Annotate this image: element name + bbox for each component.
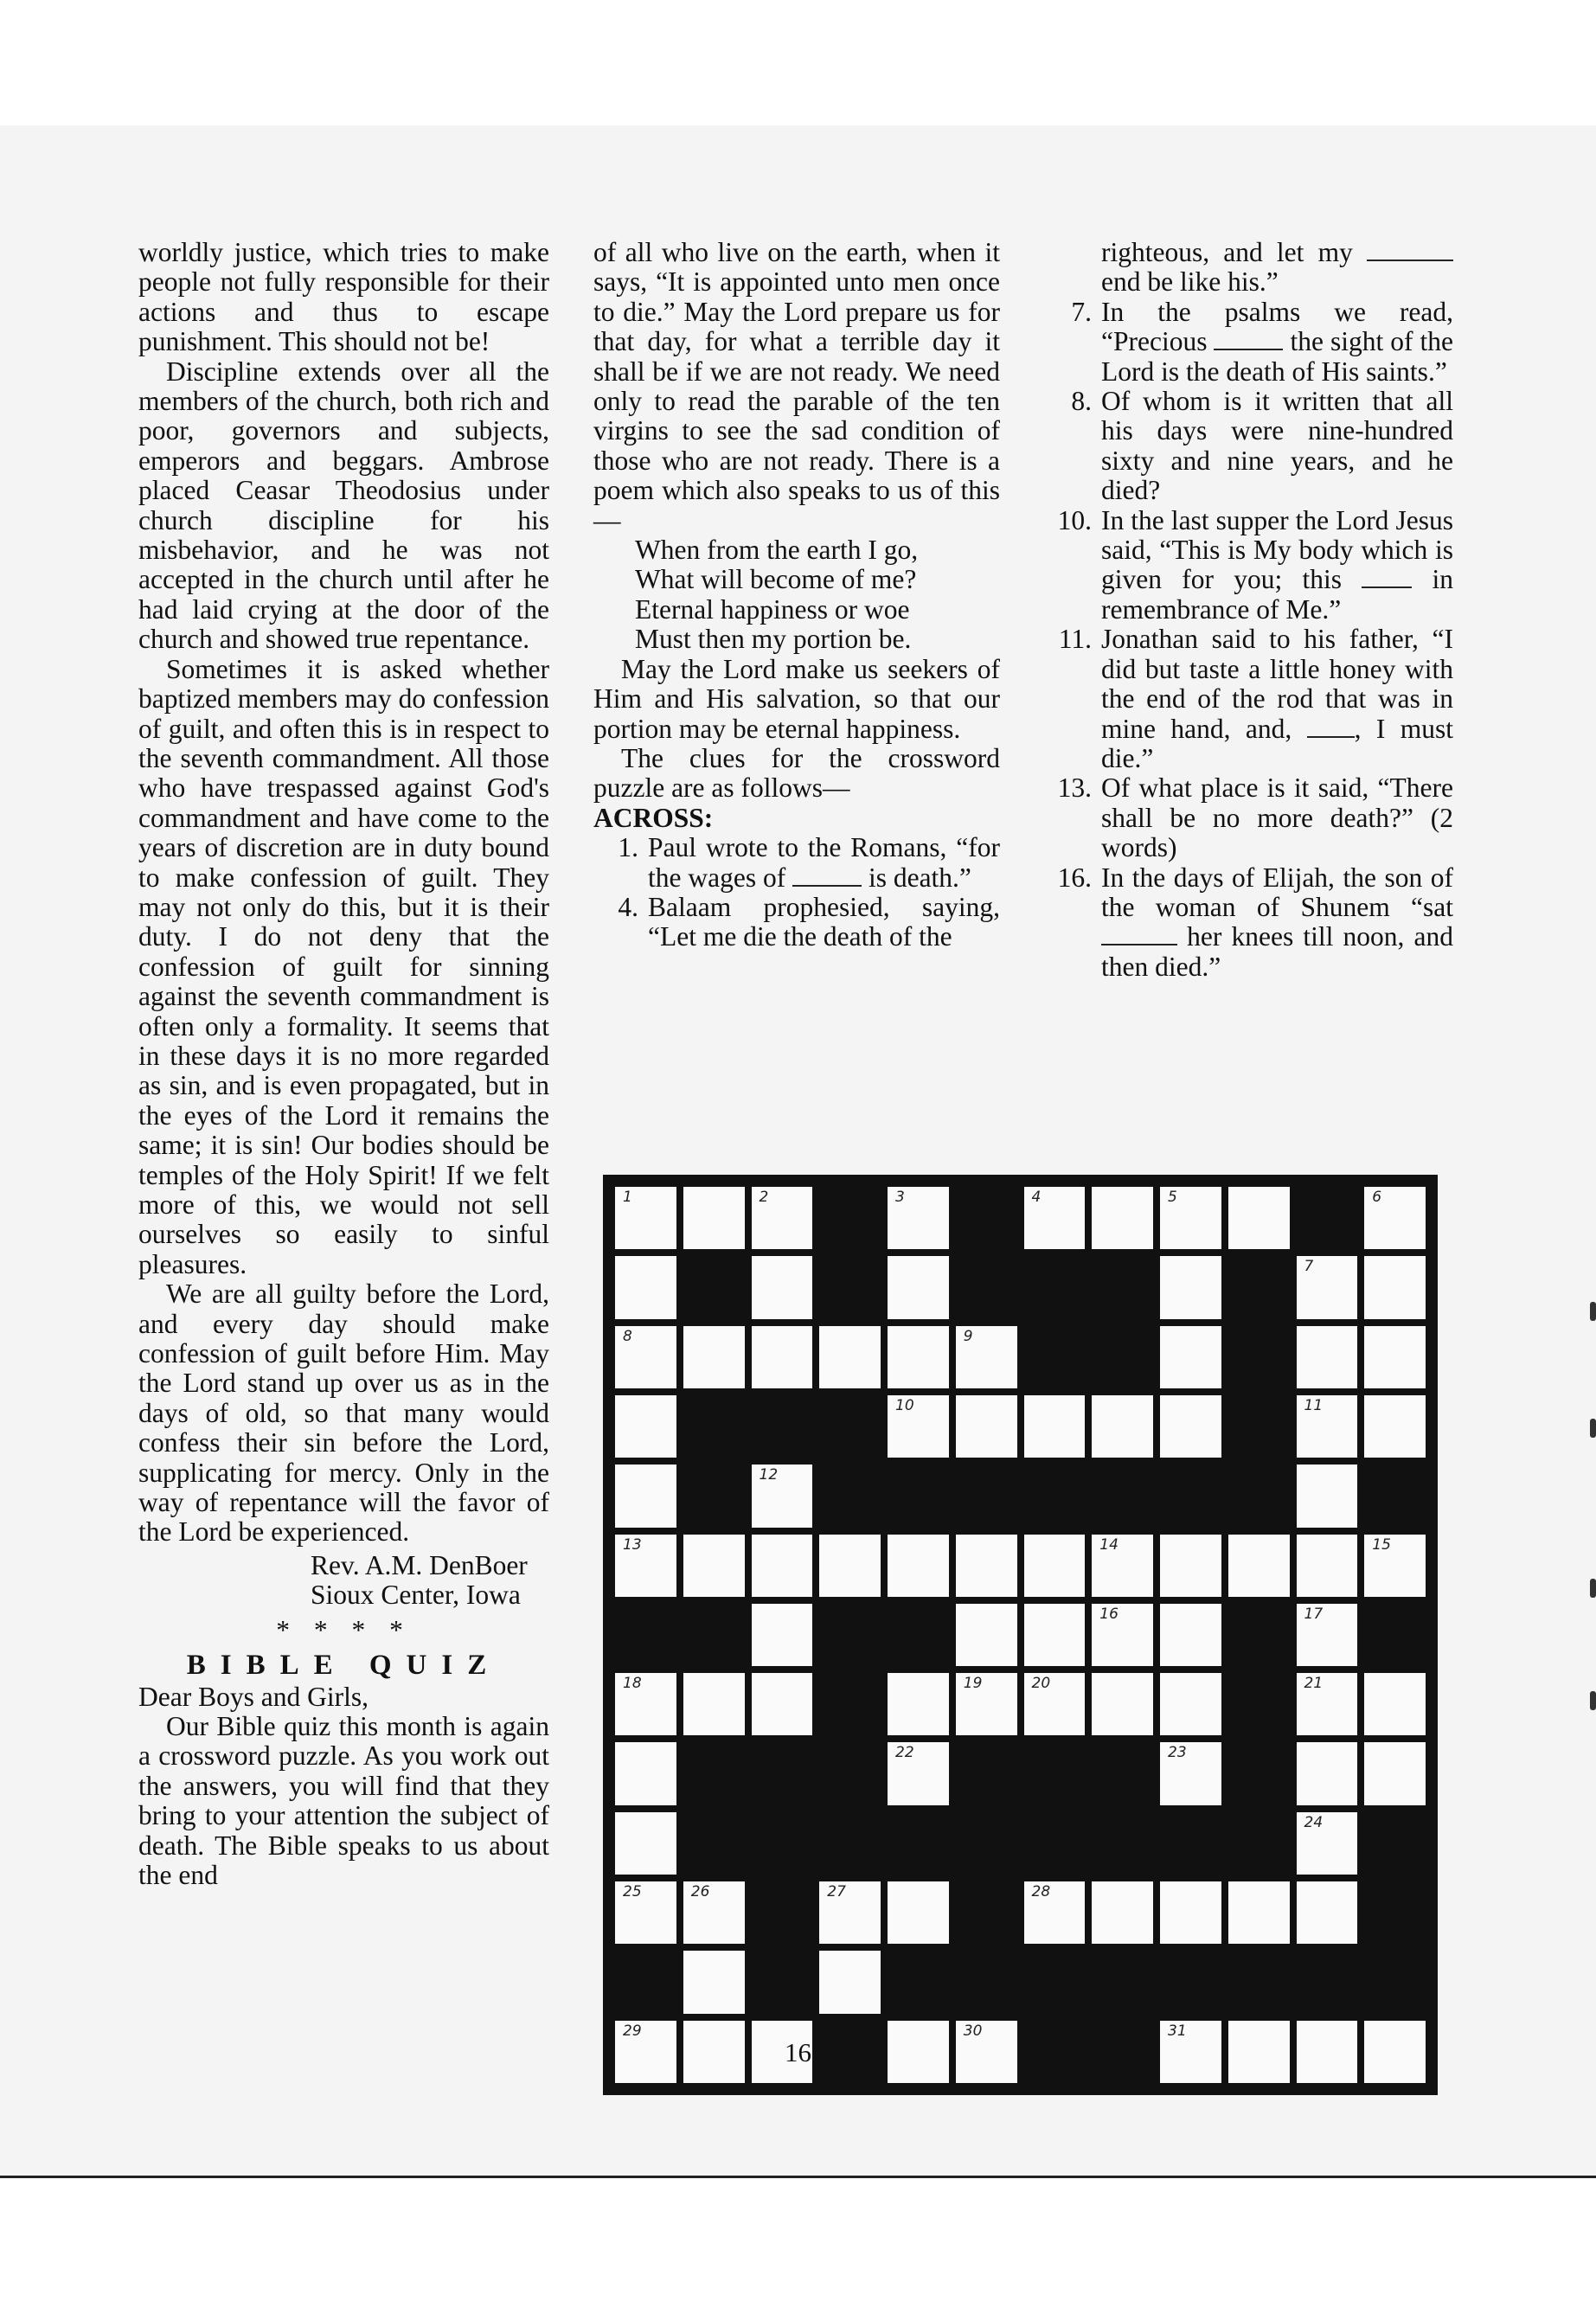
clue-number-label: 21 (1304, 1675, 1324, 1693)
crossword-cell[interactable] (1364, 1673, 1426, 1735)
clue-number: 1. (618, 832, 638, 863)
crossword-cell[interactable] (1092, 1535, 1153, 1597)
clue-text: Jonathan said to his father, “I did but taste a little honey with the end of the rod that was in mine hand, and, (1101, 624, 1453, 744)
clue-item (1047, 298, 1453, 387)
crossword-cell[interactable] (888, 1326, 949, 1388)
clue-number-label: 15 (1372, 1535, 1391, 1554)
clue-item (1047, 387, 1453, 506)
crossword-cell[interactable] (1297, 1256, 1358, 1318)
clue-text: the sight of the Lord is the death of His saints.” (1101, 326, 1454, 387)
greeting: Dear Boys and Girls, (138, 1681, 369, 1712)
crossword-cell[interactable] (888, 1187, 949, 1249)
clue-number-label: 26 (690, 1883, 710, 1901)
crossword-cell[interactable] (615, 1326, 676, 1388)
clue-continuation (1047, 238, 1453, 298)
crossword-cell[interactable] (888, 1256, 949, 1318)
clue-text: righteous, and let my (1101, 237, 1353, 267)
paragraph: Sometimes it is asked whether baptized members may do confession of guilt, and often this is in respect to the seventh commandment. All those who have trespassed against God's commandment and have come to the years of discretion are in duty bound to make confession of guilt. They may not only do this, but it is their duty. I do not deny that the confession of guilt for sinning against the seventh commandment is often only a formality. It seems that in these days it is no more regarded as sin, and is even propagated, but in the eyes of the Lord it remains the same; it is sin! Our bodies should be temples of the Holy Spirit! If we felt more of this, we would not sell ourselves so easily to sinful pleasures. (138, 653, 549, 1279)
across-heading: ACROSS: (593, 802, 714, 833)
poem-line: When from the earth I go, (635, 535, 919, 566)
crossword-cell[interactable] (888, 1881, 949, 1944)
clue-number-label: 29 (623, 2022, 642, 2040)
crossword-cell[interactable] (1092, 1395, 1153, 1458)
crossword-cell[interactable] (1024, 1535, 1086, 1597)
crossword-cell[interactable] (1297, 1812, 1358, 1875)
crossword-cell[interactable] (956, 1535, 1017, 1597)
clue-number-label: 20 (1031, 1675, 1051, 1693)
crossword-cell[interactable] (615, 1256, 676, 1318)
clue-text: Balaam prophesied, saying, “Let me die the death of the (648, 891, 1000, 952)
crossword-cell[interactable] (615, 1187, 676, 1249)
crossword-cell[interactable] (1160, 1742, 1221, 1804)
clue-text: is death.” (868, 862, 971, 893)
clue-item (1047, 506, 1453, 625)
quiz-title: BIBLE QUIZ (186, 1650, 502, 1682)
crossword-cell[interactable] (1364, 1187, 1426, 1249)
section-separator: * * * * (276, 1614, 412, 1645)
crossword-cell[interactable] (819, 1881, 881, 1944)
author-name: Rev. A.M. DenBoer (311, 1549, 528, 1580)
crossword-cell[interactable] (819, 1951, 881, 2013)
crossword-cell[interactable] (1297, 1604, 1358, 1666)
crossword-cell[interactable] (615, 1742, 676, 1804)
crossword-cell[interactable] (752, 1673, 813, 1735)
crossword-cell[interactable] (1160, 1673, 1221, 1735)
crossword-cell[interactable] (1160, 1604, 1221, 1666)
clue-item (1047, 863, 1453, 983)
crossword-cell[interactable] (1160, 1395, 1221, 1458)
answer-blank (1101, 925, 1177, 945)
crossword-cell[interactable] (1228, 1881, 1290, 1944)
clue-number: 11. (1058, 624, 1092, 655)
clue-number: 8. (1071, 386, 1092, 417)
clue-number-label: 10 (895, 1396, 914, 1414)
clue-number-label: 8 (623, 1327, 632, 1345)
page-number: 16 (785, 2037, 811, 2067)
crossword-cell[interactable] (683, 1673, 745, 1735)
clue-number-label: 31 (1168, 2022, 1187, 2040)
scan-edge-mark (1590, 1579, 1596, 1598)
crossword-cell[interactable] (888, 1535, 949, 1597)
clue-number-label: 11 (1304, 1396, 1324, 1414)
clue-text: In the last supper the Lord Jesus said, “This is My body which is given for you; this (1101, 504, 1453, 595)
crossword-cell[interactable] (888, 1673, 949, 1735)
paragraph: We are all guilty before the Lord, and every day should make confession of guilt before Him. May the Lord stand up over us as in the days of old, so that many would confess their sin before the Lord, supplicating for mercy. Only in the way of repentance will the favor of the Lord be experienced. (138, 1279, 549, 1548)
poem-line: What will become of me? (635, 564, 917, 595)
crossword-cell[interactable] (819, 1535, 881, 1597)
clue-text: In the psalms we read, “Precious (1101, 296, 1453, 357)
clue-item (593, 893, 1000, 952)
clue-number-label: 24 (1304, 1813, 1324, 1831)
scan-edge-mark (1590, 1691, 1596, 1710)
quiz-intro: Our Bible quiz this month is again a crossword puzzle. As you work out the answers, you will find that they bring to your attention the subject of death. The Bible speaks to us about the end (138, 1710, 549, 1890)
answer-blank (1307, 717, 1355, 738)
crossword-cell[interactable] (615, 1812, 676, 1875)
clue-number-label: 12 (759, 1466, 779, 1484)
scan-edge-mark (1590, 1302, 1596, 1321)
crossword-cell[interactable] (1297, 1465, 1358, 1527)
crossword-cell[interactable] (1024, 1604, 1086, 1666)
paragraph: Discipline extends over all the members of the church, both rich and poor, governors and subjects, emperors and beggars. Ambrose placed Ceasar Theodosius under church discipline for his misbehavior, and he was not accepted in the church until after he had laid crying at the door of the church and showed true repentance. (138, 356, 549, 655)
clue-number-label: 19 (963, 1675, 983, 1693)
clue-number: 10. (1057, 504, 1092, 535)
clue-number: 4. (618, 891, 638, 922)
clue-text: Of whom is it written that all his days were nine-hundred sixty and nine years, and he died? (1101, 386, 1453, 506)
clue-number-label: 25 (623, 1883, 642, 1901)
clue-text: Of what place is it said, “There shall be no more death?” (2 words) (1101, 772, 1453, 863)
author-location: Sioux Center, Iowa (311, 1580, 521, 1611)
crossword-cell[interactable] (683, 1326, 745, 1388)
poem (635, 535, 1000, 655)
answer-blank (1362, 567, 1412, 588)
crossword-cell[interactable] (956, 1395, 1017, 1458)
answer-blank (1214, 330, 1283, 350)
crossword-cell[interactable] (1297, 1535, 1358, 1597)
paragraph: worldly justice, which tries to make people not fully responsible for their actions and thus to escape punishment. This should not be! (138, 237, 549, 357)
crossword-cell[interactable] (752, 1256, 813, 1318)
crossword-cell[interactable] (1160, 1535, 1221, 1597)
clue-number-label: 4 (1031, 1189, 1042, 1206)
crossword-cell[interactable] (1297, 1326, 1358, 1388)
clue-number-label: 18 (623, 1675, 642, 1693)
magazine-page (0, 125, 1596, 2178)
crossword-cell[interactable] (752, 1535, 813, 1597)
crossword-cell[interactable] (683, 1881, 745, 1944)
clue-number-label: 2 (759, 1189, 769, 1206)
crossword-cell[interactable] (888, 1395, 949, 1458)
crossword-cell[interactable] (683, 1951, 745, 2013)
paragraph: May the Lord make us seekers of Him and His salvation, so that our portion may be eternal happiness. (593, 653, 1000, 744)
clue-number-label: 27 (827, 1883, 846, 1901)
crossword-cell[interactable] (1024, 1395, 1086, 1458)
clue-number-label: 7 (1304, 1258, 1314, 1276)
clue-number: 16. (1057, 862, 1092, 893)
clue-item (593, 833, 1000, 893)
crossword-cell[interactable] (1364, 1535, 1426, 1597)
crossword-cell[interactable] (615, 1395, 676, 1458)
column-right (1047, 238, 1453, 982)
crossword-cell[interactable] (1092, 1881, 1153, 1944)
crossword-cell[interactable] (1364, 1742, 1426, 1804)
clue-number-label: 16 (1099, 1605, 1118, 1623)
clue-text: In the days of Elijah, the son of the woman of Shunem “sat (1101, 862, 1453, 922)
column-middle (593, 238, 1000, 952)
clue-number-label: 30 (963, 2022, 983, 2040)
clue-text: her knees till noon, and then died.” (1101, 921, 1453, 982)
author-signature (311, 1551, 549, 1611)
crossword-cell[interactable] (1364, 1326, 1426, 1388)
crossword-cell[interactable] (1228, 1535, 1290, 1597)
crossword-cell[interactable] (888, 1742, 949, 1804)
scan-edge-mark (1590, 1419, 1596, 1438)
clue-text: , I must die.” (1101, 713, 1453, 773)
clue-item (1047, 773, 1453, 862)
crossword-cell[interactable] (615, 1881, 676, 1944)
clue-number: 13. (1057, 772, 1092, 804)
crossword-cell[interactable] (1160, 1256, 1221, 1318)
crossword-cell[interactable] (1092, 1673, 1153, 1735)
crossword-cell[interactable] (1092, 1604, 1153, 1666)
column-left (138, 238, 549, 1890)
crossword-cell[interactable] (1092, 1187, 1153, 1249)
clue-text: end be like his.” (1101, 266, 1279, 298)
clue-number-label: 1 (623, 1189, 632, 1206)
crossword-cell[interactable] (683, 1187, 745, 1249)
crossword-cell[interactable] (1297, 1395, 1358, 1458)
crossword-cell[interactable] (752, 1604, 813, 1666)
crossword-cell[interactable] (1024, 1673, 1086, 1735)
clue-number-label: 5 (1168, 1189, 1177, 1206)
crossword-cell[interactable] (683, 1535, 745, 1597)
clue-number-label: 17 (1304, 1605, 1324, 1623)
crossword-cell[interactable] (1160, 1881, 1221, 1944)
crossword-grid (603, 1175, 1438, 2095)
crossword-cell[interactable] (752, 1187, 813, 1249)
clue-number-label: 13 (623, 1535, 642, 1554)
clue-number-label: 22 (895, 1744, 914, 1762)
crossword-cell[interactable] (1024, 1187, 1086, 1249)
crossword-cell[interactable] (1160, 1187, 1221, 1249)
crossword-cell[interactable] (615, 1465, 676, 1527)
crossword-cell[interactable] (615, 1535, 676, 1597)
crossword-cell[interactable] (956, 1673, 1017, 1735)
crossword-cell[interactable] (752, 1326, 813, 1388)
clue-number-label: 6 (1372, 1189, 1382, 1206)
clue-number-label: 14 (1099, 1535, 1118, 1554)
clue-number-label: 23 (1168, 1744, 1187, 1762)
crossword-cell[interactable] (1297, 1742, 1358, 1804)
crossword-cell[interactable] (1364, 1395, 1426, 1458)
poem-line: Must then my portion be. (635, 624, 912, 655)
poem-line: Eternal happiness or woe (635, 593, 910, 625)
crossword-cell[interactable] (1364, 1256, 1426, 1318)
crossword-cell[interactable] (1297, 1881, 1358, 1944)
crossword-cell[interactable] (819, 1326, 881, 1388)
clue-number-label: 28 (1031, 1883, 1051, 1901)
paragraph: of all who live on the earth, when it says, “It is appointed unto men once to die.” May the Lord prepare us for that day, for what a terrible day it shall be if we are not ready. We need only to read the parable of the ten virgins to see the sad condition of those who are not ready. There is a poem which also speaks to us of this— (593, 237, 1000, 535)
crossword-cell[interactable] (1228, 1187, 1290, 1249)
clue-number: 7. (1071, 296, 1092, 327)
answer-blank (792, 866, 862, 887)
clue-text: Paul wrote to the Romans, “for the wages of (648, 832, 1000, 893)
clue-item (1047, 625, 1453, 773)
crossword-cell[interactable] (1160, 1326, 1221, 1388)
paragraph: The clues for the crossword puzzle are as follows— (593, 742, 1000, 804)
crossword-cell[interactable] (956, 1326, 1017, 1388)
crossword-cell[interactable] (615, 1673, 676, 1735)
answer-blank (1367, 240, 1453, 261)
clue-number-label: 9 (963, 1327, 973, 1345)
crossword-cell[interactable] (1297, 1673, 1358, 1735)
crossword-cell[interactable] (752, 1465, 813, 1527)
crossword-cell[interactable] (956, 1604, 1017, 1666)
clue-text: in remembrance of Me.” (1101, 564, 1453, 625)
clue-number-label: 3 (895, 1189, 905, 1206)
crossword-cell[interactable] (1024, 1881, 1086, 1944)
